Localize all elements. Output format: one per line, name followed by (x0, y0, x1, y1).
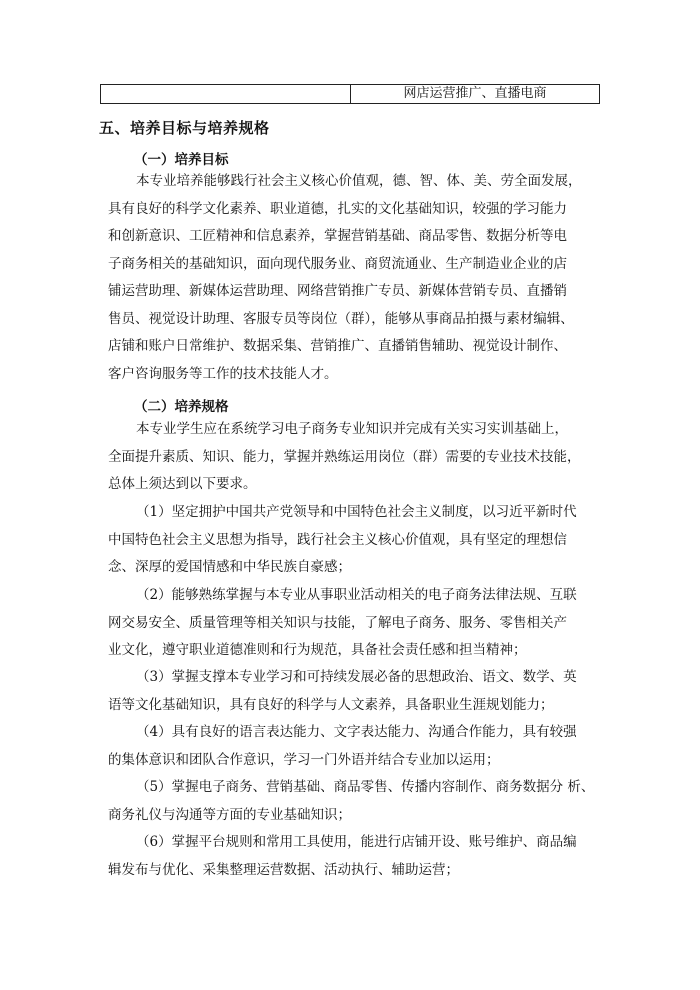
paragraph-line: 铺运营助理、新媒体运营助理、网络营销推广专员、新媒体营销专员、直播销 (108, 283, 567, 299)
paragraph-line: 语等文化基础知识，具有良好的科学与人文素养，具备职业生涯规划能力； (108, 696, 554, 713)
spec-intro-paragraph (108, 416, 602, 499)
table-cell-left (101, 85, 351, 103)
table-fragment (100, 84, 600, 104)
spec-item-5 (108, 774, 602, 829)
paragraph-line: （5）掌握电子商务、营销基础、商品零售、传播内容制作、商务数据分 析、 (136, 779, 595, 795)
paragraph-line: （2）能够熟练掌握与本专业从事职业活动相关的电子商务法律法规、互联 (136, 587, 577, 603)
paragraph-line: 业文化，遵守职业道德准则和行为规范，具备社会责任感和担当精神； (108, 642, 527, 658)
paragraph-line: （6）掌握平台规则和常用工具使用，能进行店铺开设、账号维护、商品编 (136, 834, 577, 850)
paragraph-line: 本专业培养能够践行社会主义核心价值观，德、智、体、美、劳全面发展， (136, 173, 582, 189)
table-cell-right: 网店运营推广、直播电商 (403, 86, 547, 101)
spec-item-1 (108, 499, 602, 582)
paragraph-line: 具有良好的科学文化素养、职业道德，扎实的文化基础知识，较强的学习能力 (108, 200, 567, 217)
spec-item-2 (108, 582, 602, 665)
goal-heading: （一）培养目标 (134, 152, 229, 168)
paragraph-line: （4）具有良好的语言表达能力、文字表达能力、沟通合作能力，具有较强 (136, 724, 577, 740)
paragraph-line: 辑发布与优化、采集整理运营数据、活动执行、辅助运营； (108, 861, 459, 878)
paragraph-line: 店铺和账户日常维护、数据采集、营销推广、直播销售辅助、视觉设计制作、 (108, 338, 567, 354)
paragraph-line: 本专业学生应在系统学习电子商务专业知识并完成有关实习实训基础上， (136, 421, 568, 437)
paragraph-line: 子商务相关的基础知识，面向现代服务业、商贸流通业、生产制造业企业的店 (108, 255, 567, 272)
spec-heading: （二）培养规格 (134, 399, 229, 415)
section-heading: 五、培养目标与培养规格 (99, 119, 270, 137)
paragraph-line: 的集体意识和团队合作意识，学习一门外语并结合专业加以运用； (108, 751, 500, 768)
spec-item-4 (108, 719, 602, 774)
paragraph-line: 客户咨询服务等工作的技术技能人才。 (108, 365, 338, 382)
paragraph-line: 商务礼仪与沟通等方面的专业基础知识； (108, 806, 351, 823)
paragraph-line: 网交易安全、质量管理等相关知识与技能，了解电子商务、服务、零售相关产 (108, 614, 567, 631)
spec-item-3 (108, 664, 602, 719)
paragraph-line: 和创新意识、工匠精神和信息素养，掌握营销基础、商品零售、数据分析等电 (108, 228, 567, 244)
paragraph-line: 全面提升素质、知识、能力，掌握并熟练运用岗位（群）需要的专业技术技能， (108, 448, 581, 465)
goal-paragraph (108, 168, 602, 388)
spec-item-6 (108, 829, 602, 884)
paragraph-line: 售员、视觉设计助理、客服专员等岗位（群），能够从事商品拍摄与素材编辑、 (108, 310, 574, 327)
paragraph-line: 中国特色社会主义思想为指导，践行社会主义核心价值观，具有坚定的理想信 (108, 531, 567, 548)
paragraph-line: 总体上须达到以下要求。 (108, 476, 257, 492)
paragraph-line: （3）掌握支撑本专业学习和可持续发展必备的思想政治、语文、数学、英 (136, 669, 577, 685)
paragraph-line: （1）坚定拥护中国共产党领导和中国特色社会主义制度，以习近平新时代 (136, 504, 577, 520)
paragraph-line: 念、深厚的爱国情感和中华民族自豪感； (108, 559, 351, 575)
